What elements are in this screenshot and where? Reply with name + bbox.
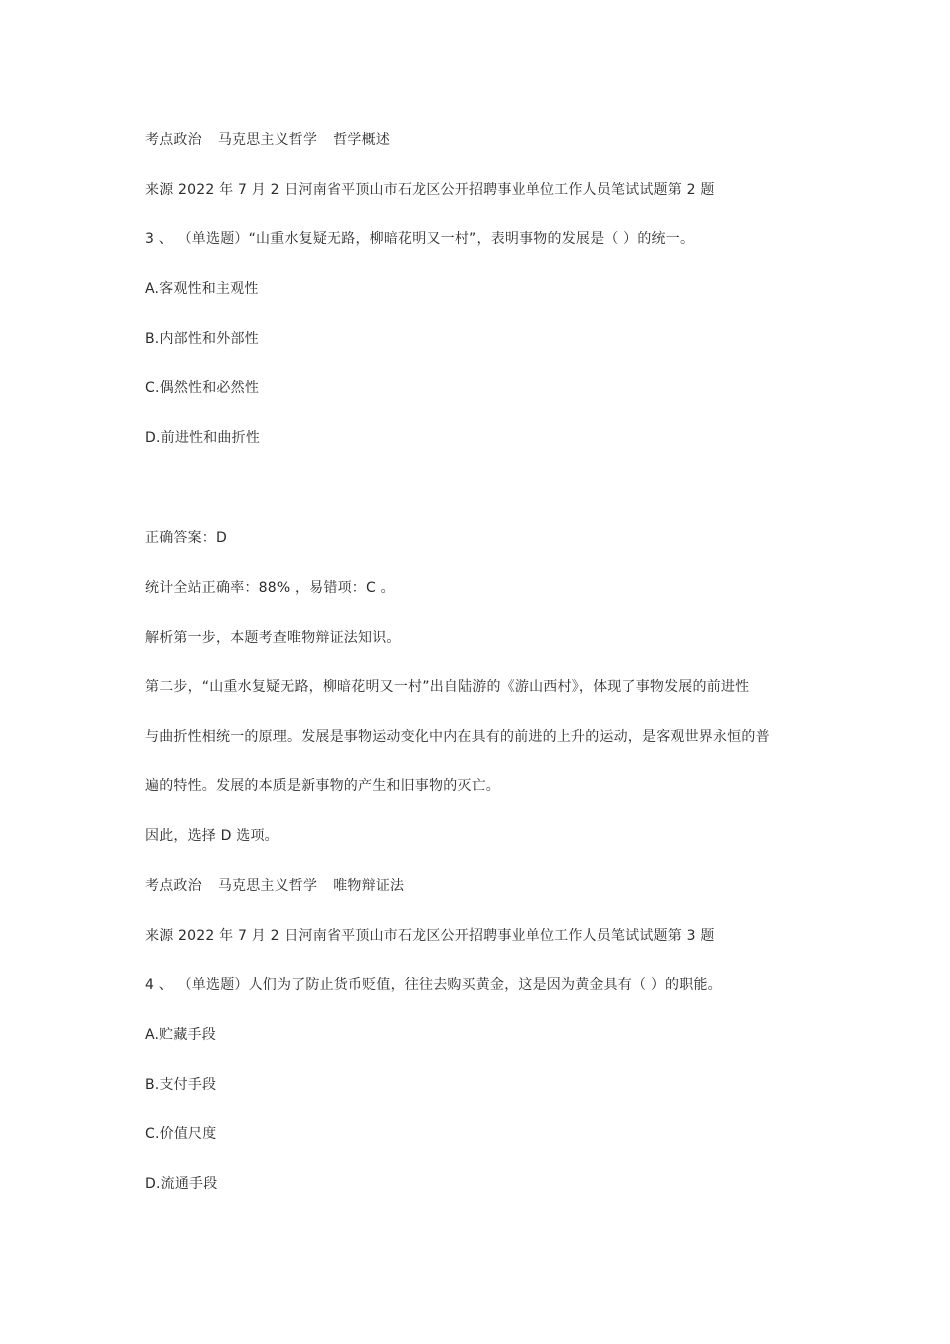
question-4-option-d: D.流通手段 [145, 1176, 218, 1192]
analysis-line-2: 第二步，“山重水复疑无路，柳暗花明又一村”出自陆游的《游山西村》，体现了事物发展的前进性 [145, 679, 750, 695]
question-3-stem: 3 、 （单选题）“山重水复疑无路，柳暗花明又一村”，表明事物的发展是（ ）的统一。 [145, 231, 695, 247]
kaodian-subject: 马克思主义哲学 [217, 878, 318, 894]
question-4-option-a: A.贮藏手段 [145, 1027, 216, 1043]
question-4-option-c: C.价值尺度 [145, 1126, 217, 1142]
analysis-line-1: 解析第一步，本题考查唯物辩证法知识。 [145, 630, 401, 646]
kaodian-topic: 哲学概述 [333, 132, 391, 148]
kaodian-label: 考点政治 [145, 132, 202, 148]
source-line-1: 来源 2022 年 7 月 2 日河南省平顶山市石龙区公开招聘事业单位工作人员笔试试题第 2 题 [145, 182, 715, 198]
analysis-line-5: 因此，选择 D 选项。 [145, 828, 279, 844]
question-3-stats: 统计全站正确率：88% ，易错项：C 。 [145, 580, 395, 596]
question-3-answer: 正确答案：D [145, 530, 227, 546]
question-3-option-c: C.偶然性和必然性 [145, 380, 260, 396]
analysis-line-3: 与曲折性相统一的原理。发展是事物运动变化中内在具有的前进的上升的运动，是客观世界永恒的普 [145, 729, 770, 745]
source-line-2: 来源 2022 年 7 月 2 日河南省平顶山市石龙区公开招聘事业单位工作人员笔试试题第 3 题 [145, 928, 715, 944]
kaodian-label: 考点政治 [145, 878, 202, 894]
analysis-line-4: 遍的特性。发展的本质是新事物的产生和旧事物的灭亡。 [145, 778, 500, 794]
question-4-stem: 4 、 （单选题）人们为了防止货币贬值，往往去购买黄金，这是因为黄金具有（ ）的职能。 [145, 977, 722, 993]
question-3-option-d: D.前进性和曲折性 [145, 430, 261, 446]
kaodian-line-1 [145, 130, 390, 150]
question-4-option-b: B.支付手段 [145, 1077, 217, 1093]
kaodian-subject: 马克思主义哲学 [217, 132, 318, 148]
question-3-option-a: A.客观性和主观性 [145, 281, 259, 297]
question-3-option-b: B.内部性和外部性 [145, 331, 259, 347]
kaodian-line-2 [145, 876, 404, 896]
kaodian-topic: 唯物辩证法 [333, 878, 405, 894]
